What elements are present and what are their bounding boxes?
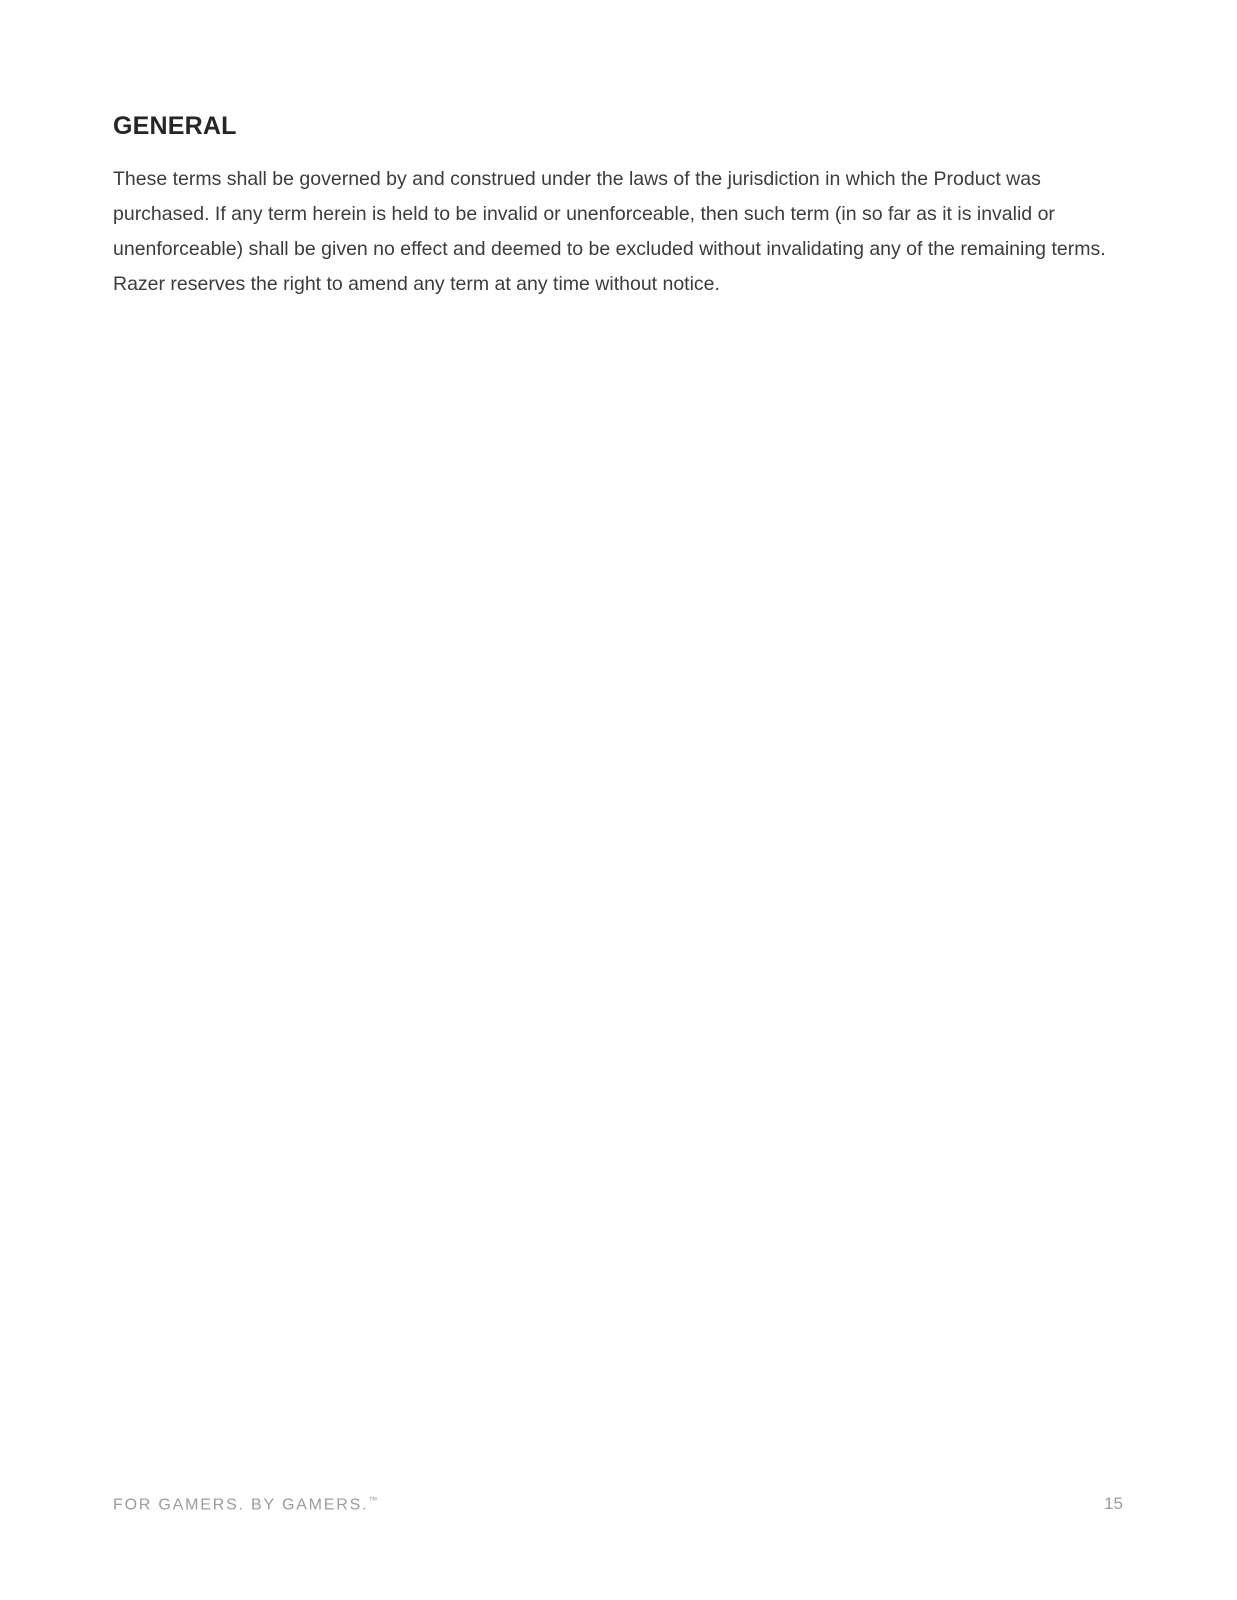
page-number: 15 [1104, 1494, 1123, 1513]
page-footer [113, 1494, 1123, 1514]
footer-tagline [113, 1495, 377, 1514]
page-content [113, 112, 1124, 302]
footer-tagline-text: FOR GAMERS. BY GAMERS. [113, 1496, 369, 1513]
section-paragraph: These terms shall be governed by and construed under the laws of the jurisdiction in which the Product was purchased. If any term herein is held to be invalid or unenforceable, then such term (in so far as it is invalid or unenforceable) shall be given no effect and deemed to be excluded without invalidating any of the remaining terms. Razer reserves the right to amend any term at any time without notice. [113, 168, 1106, 295]
section-heading: GENERAL [113, 112, 237, 140]
trademark-symbol: ™ [368, 1494, 378, 1505]
